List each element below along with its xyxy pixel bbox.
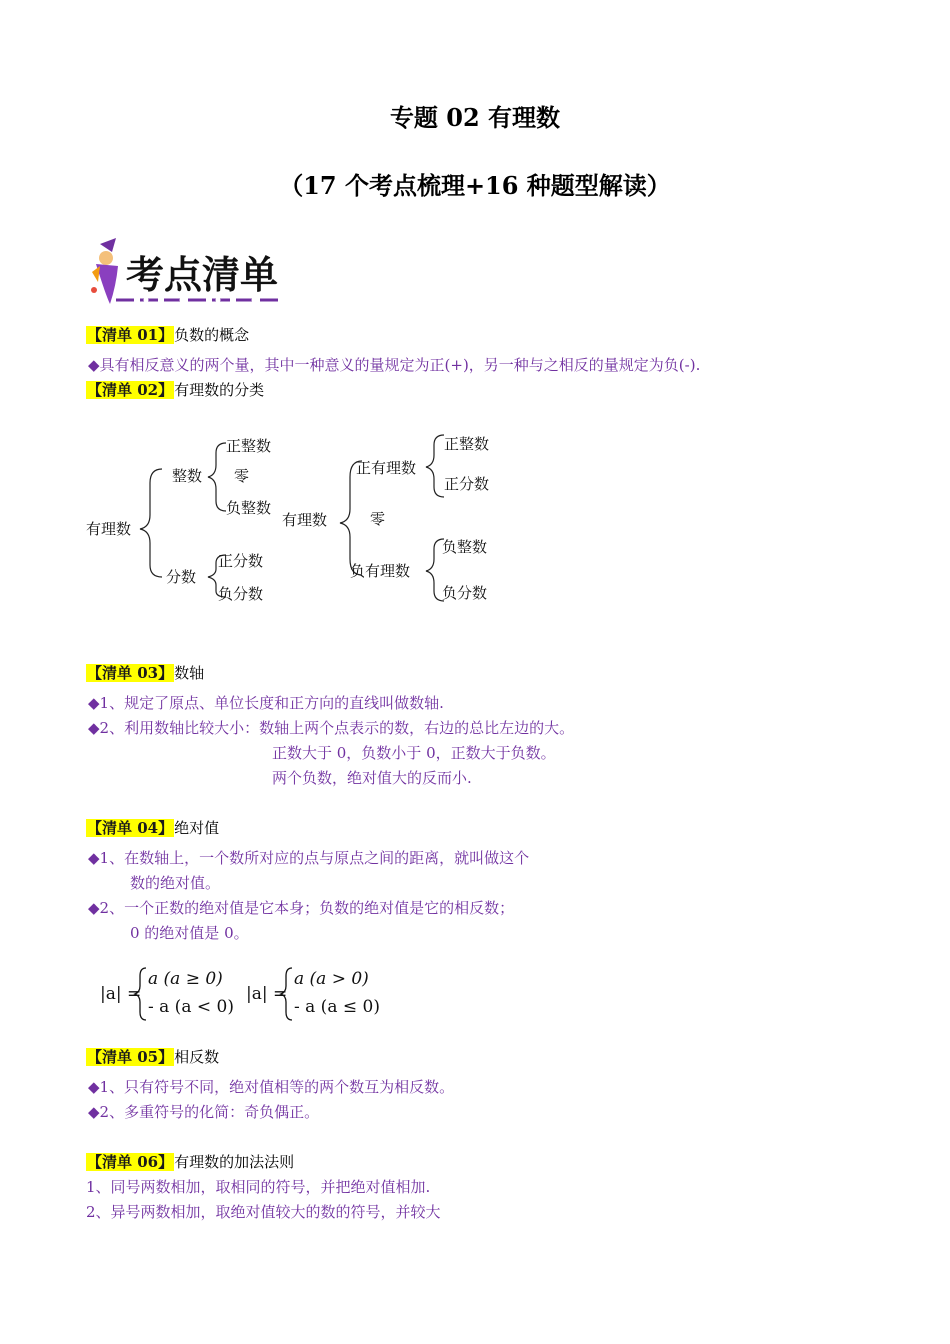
section-title: 数轴 [174,664,205,682]
s01-line1: ◆具有相反意义的两个量，其中一种意义的量规定为正(+)，另一种与之相反的量规定为负(-). [88,356,701,374]
banner-text: 考点清单 [126,252,279,297]
s04-line3-text: 2、一个正数的绝对值是它本身；负数的绝对值是它的相反数； [99,899,515,917]
page-subtitle: （17 个考点梳理+16 种题型解读） [279,171,671,200]
banner-logo [86,236,286,310]
section-tag: 【清单 05】 [87,1048,174,1066]
section-title: 负数的概念 [174,326,250,344]
diagram-left-frac: 分数 [166,568,197,586]
absolute-value-formulas [96,962,396,1022]
diagram-right-neg: 负有理数 [350,562,411,580]
s03-line1: ◆1、规定了原点、单位长度和正方向的直线叫做数轴. [88,694,444,712]
diagram-right-root: 有理数 [282,511,328,529]
s04-line1-text: 1、在数轴上，一个数所对应的点与原点之间的距离，就叫做这个 [99,849,530,867]
formula1-lhs: |a| = [100,984,142,1004]
section-title: 相反数 [174,1048,220,1066]
formula2-top: a (a > 0) [294,969,369,989]
section-title: 绝对值 [174,819,220,837]
section-tag: 【清单 01】 [87,326,174,344]
formula1-top: a (a ≥ 0) [148,969,223,989]
s05-line1-text: 1、只有符号不同，绝对值相等的两个数互为相反数。 [99,1078,455,1096]
diagram-left-int: 整数 [172,467,203,485]
diagram-right-negfrac: 负分数 [442,584,488,602]
diagram-right-negint: 负整数 [442,538,488,556]
section-04-heading [86,818,219,838]
s06-line2: 2、异号两数相加，取绝对值较大的数的符号，并较大 [86,1203,441,1221]
formula2-lhs: |a| = [246,984,288,1004]
section-tag: 【清单 04】 [87,819,174,837]
diagram-right-pos: 正有理数 [356,459,417,477]
s03-line2-text: 2、利用数轴比较大小：数轴上两个点表示的数，右边的总比左边的大。 [99,719,575,737]
section-tag: 【清单 02】 [87,381,174,399]
section-tag: 【清单 06】 [87,1153,174,1171]
s06-line1: 1、同号两数相加，取相同的符号，并把绝对值相加. [86,1178,431,1196]
diagram-left-root: 有理数 [86,520,132,538]
wizard-icon [91,238,118,304]
classification-diagram [80,425,520,615]
diagram-left-negfrac: 负分数 [218,585,264,603]
section-02-heading [86,380,264,400]
banner-underline [116,298,280,303]
section-05-heading [86,1047,219,1067]
diagram-right-posint: 正整数 [444,435,490,453]
diagram-left-posfrac: 正分数 [218,552,264,570]
formula1-bottom: - a (a < 0) [148,997,234,1017]
diagram-right-posfrac: 正分数 [444,475,490,493]
s04-line4: 0 的绝对值是 0。 [130,924,249,942]
diagram-left-posint: 正整数 [226,437,272,455]
s03-line1-text: 1、规定了原点、单位长度和正方向的直线叫做数轴. [99,694,444,712]
page-title: 专题 02 有理数 [389,103,561,132]
section-03-heading [86,663,204,683]
s05-line2-text: 2、多重符号的化简：奇负偶正。 [99,1103,320,1121]
diagram-left-zero: 零 [234,467,250,485]
section-title: 有理数的分类 [174,381,265,399]
s03-line4: 两个负数，绝对值大的反而小. [272,769,472,787]
formula2-bottom: - a (a ≤ 0) [294,997,380,1017]
s03-line2: ◆2、利用数轴比较大小：数轴上两个点表示的数，右边的总比左边的大。 [88,719,575,737]
s03-line3: 正数大于 0，负数小于 0，正数大于负数。 [272,744,556,762]
diagram-right-zero: 零 [370,510,386,528]
s04-line2: 数的绝对值。 [130,874,221,892]
s05-line1: ◆1、只有符号不同，绝对值相等的两个数互为相反数。 [88,1078,455,1096]
section-06-heading [86,1152,294,1172]
s04-line1: ◆1、在数轴上，一个数所对应的点与原点之间的距离，就叫做这个 [88,849,530,867]
diagram-left-negint: 负整数 [226,499,272,517]
s05-line2: ◆2、多重符号的化简：奇负偶正。 [88,1103,320,1121]
section-tag: 【清单 03】 [87,664,174,682]
section-01-heading [86,325,249,345]
s04-line3: ◆2、一个正数的绝对值是它本身；负数的绝对值是它的相反数； [88,899,515,917]
section-title: 有理数的加法法则 [174,1153,295,1171]
